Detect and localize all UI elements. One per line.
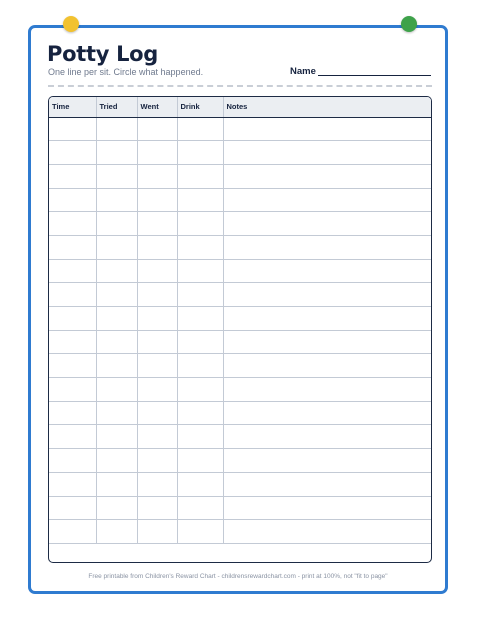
table-header-row <box>49 97 431 117</box>
table-row <box>49 235 431 259</box>
cell-went[interactable] <box>137 520 177 544</box>
pushpin-yellow-icon <box>63 16 79 32</box>
cell-time[interactable] <box>49 472 96 496</box>
cell-tried[interactable] <box>96 283 137 307</box>
cell-time[interactable] <box>49 307 96 331</box>
cell-time[interactable] <box>49 235 96 259</box>
cell-notes[interactable] <box>223 425 431 449</box>
cell-tried[interactable] <box>96 141 137 165</box>
name-label: Name <box>290 66 316 77</box>
cell-notes[interactable] <box>223 354 431 378</box>
log-table <box>48 96 432 563</box>
cell-tried[interactable] <box>96 259 137 283</box>
cell-tried[interactable] <box>96 188 137 212</box>
cell-notes[interactable] <box>223 117 431 141</box>
cell-time[interactable] <box>49 259 96 283</box>
table-row <box>49 307 431 331</box>
cell-went[interactable] <box>137 164 177 188</box>
cell-time[interactable] <box>49 164 96 188</box>
table-row <box>49 520 431 544</box>
cell-time[interactable] <box>49 520 96 544</box>
cell-tried[interactable] <box>96 449 137 473</box>
cell-tried[interactable] <box>96 307 137 331</box>
pushpin-green-icon <box>401 16 417 32</box>
cell-notes[interactable] <box>223 401 431 425</box>
cell-tried[interactable] <box>96 496 137 520</box>
cell-notes[interactable] <box>223 164 431 188</box>
cell-time[interactable] <box>49 378 96 402</box>
cell-went[interactable] <box>137 283 177 307</box>
table-row <box>49 401 431 425</box>
cell-notes[interactable] <box>223 472 431 496</box>
cell-drink[interactable] <box>177 141 223 165</box>
cell-went[interactable] <box>137 354 177 378</box>
cell-went[interactable] <box>137 307 177 331</box>
cell-went[interactable] <box>137 425 177 449</box>
column-header-tried: Tried <box>96 97 137 117</box>
table-row <box>49 378 431 402</box>
cell-went[interactable] <box>137 401 177 425</box>
table-row <box>49 164 431 188</box>
cell-notes[interactable] <box>223 235 431 259</box>
name-write-line[interactable] <box>318 75 431 76</box>
column-header-notes: Notes <box>223 97 431 117</box>
column-header-drink: Drink <box>177 97 223 117</box>
cell-went[interactable] <box>137 117 177 141</box>
cell-drink[interactable] <box>177 283 223 307</box>
cell-drink[interactable] <box>177 330 223 354</box>
cell-notes[interactable] <box>223 520 431 544</box>
cell-time[interactable] <box>49 117 96 141</box>
cell-time[interactable] <box>49 496 96 520</box>
cell-drink[interactable] <box>177 496 223 520</box>
cell-tried[interactable] <box>96 235 137 259</box>
cell-drink[interactable] <box>177 164 223 188</box>
cell-time[interactable] <box>49 354 96 378</box>
cell-went[interactable] <box>137 378 177 402</box>
cell-drink[interactable] <box>177 188 223 212</box>
table-body <box>49 117 431 543</box>
cell-tried[interactable] <box>96 330 137 354</box>
cell-drink[interactable] <box>177 401 223 425</box>
table-row <box>49 117 431 141</box>
column-header-went: Went <box>137 97 177 117</box>
cell-went[interactable] <box>137 212 177 236</box>
cell-drink[interactable] <box>177 472 223 496</box>
page-subtitle: One line per sit. Circle what happened. <box>48 67 204 77</box>
cell-tried[interactable] <box>96 520 137 544</box>
cell-notes[interactable] <box>223 141 431 165</box>
cell-tried[interactable] <box>96 117 137 141</box>
cell-went[interactable] <box>137 449 177 473</box>
cell-tried[interactable] <box>96 164 137 188</box>
cell-notes[interactable] <box>223 212 431 236</box>
cell-tried[interactable] <box>96 425 137 449</box>
cell-drink[interactable] <box>177 520 223 544</box>
cell-time[interactable] <box>49 425 96 449</box>
cell-tried[interactable] <box>96 472 137 496</box>
cell-time[interactable] <box>49 212 96 236</box>
cell-tried[interactable] <box>96 212 137 236</box>
cell-notes[interactable] <box>223 330 431 354</box>
page-title: Potty Log <box>47 42 159 66</box>
table-row <box>49 330 431 354</box>
cell-tried[interactable] <box>96 401 137 425</box>
cell-went[interactable] <box>137 259 177 283</box>
cell-drink[interactable] <box>177 235 223 259</box>
cell-drink[interactable] <box>177 212 223 236</box>
cell-drink[interactable] <box>177 259 223 283</box>
cell-time[interactable] <box>49 401 96 425</box>
cell-went[interactable] <box>137 496 177 520</box>
cell-notes[interactable] <box>223 378 431 402</box>
table-row <box>49 425 431 449</box>
footer-credit: Free printable from Children's Reward Chart - childrensrewardchart.com - print at 100%, not "fit to page" <box>88 573 388 580</box>
cell-went[interactable] <box>137 235 177 259</box>
cell-time[interactable] <box>49 330 96 354</box>
table-row <box>49 496 431 520</box>
table-row <box>49 212 431 236</box>
cell-notes[interactable] <box>223 259 431 283</box>
cell-notes[interactable] <box>223 449 431 473</box>
table-row <box>49 449 431 473</box>
cell-went[interactable] <box>137 472 177 496</box>
table-row <box>49 472 431 496</box>
cell-went[interactable] <box>137 188 177 212</box>
dashed-divider <box>48 85 432 87</box>
cell-notes[interactable] <box>223 283 431 307</box>
cell-drink[interactable] <box>177 354 223 378</box>
table-row <box>49 188 431 212</box>
cell-time[interactable] <box>49 449 96 473</box>
cell-notes[interactable] <box>223 496 431 520</box>
table-row <box>49 259 431 283</box>
cell-drink[interactable] <box>177 307 223 331</box>
column-header-time: Time <box>49 97 96 117</box>
cell-notes[interactable] <box>223 307 431 331</box>
cell-time[interactable] <box>49 283 96 307</box>
cell-time[interactable] <box>49 141 96 165</box>
cell-tried[interactable] <box>96 354 137 378</box>
cell-went[interactable] <box>137 330 177 354</box>
table-row <box>49 141 431 165</box>
cell-drink[interactable] <box>177 378 223 402</box>
cell-tried[interactable] <box>96 378 137 402</box>
cell-time[interactable] <box>49 188 96 212</box>
cell-drink[interactable] <box>177 449 223 473</box>
table-row <box>49 354 431 378</box>
cell-drink[interactable] <box>177 117 223 141</box>
cell-notes[interactable] <box>223 188 431 212</box>
cell-went[interactable] <box>137 141 177 165</box>
cell-drink[interactable] <box>177 425 223 449</box>
table-row <box>49 283 431 307</box>
